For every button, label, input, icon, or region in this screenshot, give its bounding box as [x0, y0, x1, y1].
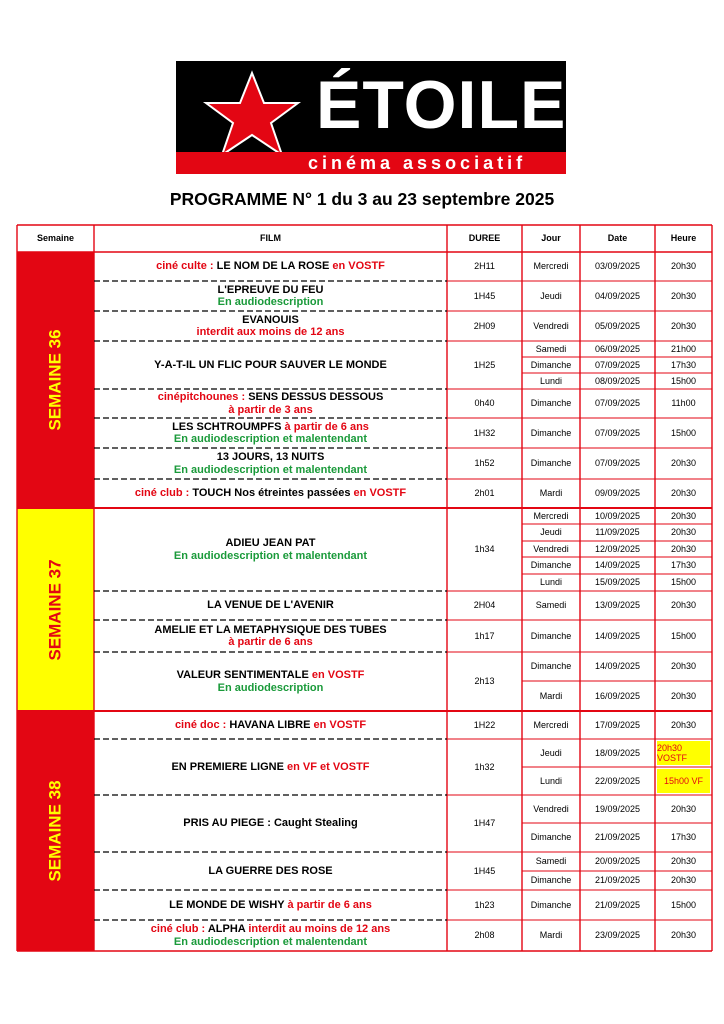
- date-cell: 13/09/2025: [594, 600, 641, 610]
- week-label-2: [17, 508, 94, 711]
- heure-cell: 15h00: [670, 577, 697, 587]
- date-cell: 11/09/2025: [595, 527, 640, 537]
- date-cell: 09/09/2025: [594, 488, 641, 498]
- header-heure: Heure: [670, 233, 697, 243]
- heure-cell: 15h00: [670, 899, 697, 910]
- jour-cell: Dimanche: [530, 359, 572, 370]
- heure-cell: 15h00: [670, 375, 697, 386]
- header-duree: DUREE: [468, 233, 501, 243]
- film-text: HAVANA LIBRE: [229, 718, 314, 731]
- date-cell: 14/09/2025: [594, 661, 641, 671]
- jour-cell: Jeudi: [540, 747, 562, 758]
- duree-cell: 2H11: [474, 261, 495, 271]
- film-cell: [94, 711, 447, 739]
- film-text: ciné club :: [150, 923, 208, 935]
- film-text: LA GUERRE DES ROSE: [208, 864, 333, 877]
- heure-cell-highlighted: 20h30 VOSTF: [657, 741, 710, 765]
- film-text: interdit au moins de 12 ans: [248, 923, 391, 935]
- date-cell: 21/09/2025: [594, 875, 641, 885]
- film-line: [208, 865, 332, 878]
- film-line: [218, 296, 324, 309]
- week-label-text: SEMAINE 36: [45, 329, 65, 431]
- date-cell: 12/09/2025: [594, 543, 641, 554]
- film-cell: [94, 508, 447, 591]
- film-text: à partir de 6 ans: [287, 898, 372, 911]
- jour-cell: Mardi: [539, 930, 563, 940]
- heure-cell: 20h30: [670, 290, 697, 301]
- film-line: [171, 761, 369, 774]
- date-cell: 19/09/2025: [594, 803, 641, 814]
- film-text: en VOSTF: [332, 260, 385, 273]
- date-cell: 14/09/2025: [594, 630, 641, 641]
- film-text: interdit aux moins de 12 ans: [196, 326, 345, 338]
- page-title: PROGRAMME N° 1 du 3 au 23 septembre 2025: [169, 189, 555, 209]
- duree-cell: 2h08: [474, 930, 495, 940]
- date-cell: 16/09/2025: [594, 690, 641, 701]
- duree-cell: 1h23: [474, 899, 495, 910]
- duree-cell: 1h32: [474, 761, 495, 772]
- heure-cell: 20h30: [670, 875, 697, 885]
- film-line: [154, 359, 387, 372]
- heure-cell: 21h00: [670, 343, 697, 354]
- film-text: En audiodescription et malentendant: [173, 935, 368, 948]
- film-text: LES SCHTROUMPFS: [172, 420, 285, 433]
- heure-cell: 20h30: [670, 320, 697, 331]
- date-cell: 07/09/2025: [594, 458, 641, 468]
- film-text: EVANOUIS: [242, 313, 299, 326]
- week-label-text: SEMAINE 38: [45, 780, 65, 882]
- film-line: [242, 314, 299, 327]
- film-line: [172, 421, 369, 434]
- film-cell: [94, 795, 447, 852]
- heure-cell: 20h30: [670, 527, 697, 537]
- jour-cell: Dimanche: [530, 427, 572, 438]
- duree-cell: 1H32: [473, 427, 496, 438]
- film-text: En audiodescription: [217, 681, 324, 694]
- date-cell: 22/09/2025: [594, 775, 641, 786]
- film-line: [154, 624, 386, 637]
- duree-cell: 1H25: [473, 359, 496, 370]
- heure-cell: 15h00: [670, 630, 697, 641]
- film-line: [218, 682, 324, 695]
- film-line: [177, 669, 365, 682]
- header-film: FILM: [260, 233, 281, 243]
- heure-cell: 20h30: [670, 690, 697, 701]
- film-text: en VOSTF: [353, 487, 407, 500]
- heure-cell: 20h30: [670, 510, 697, 521]
- film-text: PRIS AU PIEGE : Caught Stealing: [183, 817, 358, 830]
- film-text: AMELIE ET LA METAPHYSIQUE DES TUBES: [154, 623, 387, 636]
- duree-cell: 2h13: [474, 676, 495, 686]
- jour-cell: Dimanche: [530, 899, 572, 910]
- jour-cell: Jeudi: [540, 527, 562, 537]
- duree-cell: 1H45: [473, 290, 496, 301]
- film-line: [228, 404, 312, 417]
- date-cell: 10/09/2025: [594, 510, 641, 521]
- jour-cell: Samedi: [535, 343, 567, 354]
- film-text: ciné club :: [134, 487, 193, 500]
- heure-cell: 20h30: [670, 543, 697, 554]
- film-text: LE NOM DE LA ROSE: [216, 260, 333, 273]
- duree-cell: 2H04: [473, 600, 496, 610]
- film-text: TOUCH Nos étreintes passées: [192, 487, 354, 500]
- film-line: [225, 537, 315, 550]
- film-text: L'EPREUVE DU FEU: [217, 283, 324, 296]
- film-cell: [94, 281, 447, 311]
- jour-cell: Dimanche: [530, 560, 572, 570]
- film-cell: [94, 652, 447, 711]
- jour-cell: Dimanche: [530, 398, 572, 408]
- film-text: En audiodescription et malentendant: [173, 549, 368, 562]
- jour-cell: Lundi: [539, 577, 563, 587]
- date-cell: 21/09/2025: [594, 832, 641, 842]
- date-cell: 20/09/2025: [594, 856, 641, 866]
- jour-cell: Dimanche: [530, 661, 572, 671]
- jour-cell: Mercredi: [533, 510, 569, 521]
- film-line: [174, 936, 367, 949]
- date-cell: 04/09/2025: [594, 290, 641, 301]
- film-cell: [94, 311, 447, 341]
- film-line: [218, 284, 324, 297]
- film-line: [175, 719, 366, 732]
- jour-cell: Vendredi: [533, 803, 569, 814]
- film-cell: [94, 479, 447, 508]
- film-text: à partir de 3 ans: [228, 403, 313, 416]
- film-text: cinépitchounes :: [157, 391, 249, 403]
- heure-cell: 17h30: [670, 560, 697, 570]
- heure-cell: 15h00: [670, 427, 697, 438]
- heure-cell: 20h30: [670, 488, 697, 498]
- film-text: En audiodescription et malentendant: [173, 433, 368, 445]
- heure-cell: 20h30: [670, 719, 697, 730]
- film-text: 13 JOURS, 13 NUITS: [216, 451, 325, 463]
- film-text: En audiodescription et malentendant: [173, 463, 368, 476]
- jour-cell: Dimanche: [530, 458, 572, 468]
- film-text: ciné doc :: [174, 718, 230, 731]
- heure-cell: 17h30: [670, 832, 697, 842]
- heure-cell: 20h30: [670, 600, 697, 610]
- duree-cell: 1H45: [473, 865, 496, 876]
- duree-cell: 1h34: [474, 544, 495, 554]
- date-cell: 08/09/2025: [594, 375, 641, 386]
- film-line: [151, 923, 390, 936]
- date-cell: 21/09/2025: [594, 899, 641, 910]
- film-text: En audiodescription: [217, 296, 324, 308]
- date-cell: 06/09/2025: [594, 343, 641, 354]
- film-text: ciné culte :: [156, 260, 217, 273]
- film-text: Y-A-T-IL UN FLIC POUR SAUVER LE MONDE: [154, 358, 387, 371]
- film-text: LE MONDE DE WISHY: [169, 898, 288, 911]
- heure-cell: 11h00: [671, 398, 696, 408]
- film-line: [183, 817, 357, 830]
- film-line: [156, 260, 385, 273]
- heure-cell: 20h30: [670, 661, 697, 671]
- jour-cell: Samedi: [535, 856, 567, 866]
- logo-subtitle: cinéma associatif: [308, 153, 527, 173]
- film-text: SENS DESSUS DESSOUS: [248, 391, 384, 403]
- date-cell: 05/09/2025: [594, 320, 641, 331]
- film-cell: [94, 890, 447, 920]
- jour-cell: Dimanche: [530, 832, 572, 842]
- film-cell: [94, 448, 447, 479]
- jour-cell: Mardi: [539, 488, 563, 498]
- film-line: [228, 636, 312, 649]
- film-line: [197, 326, 345, 339]
- jour-cell: Lundi: [539, 775, 563, 786]
- heure-cell: 20h30: [670, 261, 697, 271]
- date-cell: 23/09/2025: [594, 930, 641, 940]
- film-cell: [94, 620, 447, 652]
- duree-cell: 1H47: [473, 818, 496, 828]
- film-text: en VF et VOSTF: [287, 760, 370, 773]
- jour-cell: Mercredi: [533, 719, 569, 730]
- date-cell: 07/09/2025: [594, 359, 641, 370]
- film-line: [174, 550, 367, 563]
- duree-cell: 0h40: [474, 398, 495, 408]
- duree-cell: 1h17: [474, 630, 495, 641]
- film-text: en VOSTF: [311, 669, 365, 681]
- date-cell: 15/09/2025: [594, 577, 641, 587]
- heure-cell-highlighted: 15h00 VF: [657, 769, 710, 793]
- film-cell: [94, 341, 447, 389]
- date-cell: 07/09/2025: [594, 427, 641, 438]
- date-cell: 18/09/2025: [594, 747, 641, 758]
- date-cell: 14/09/2025: [594, 560, 641, 570]
- film-cell: [94, 739, 447, 795]
- film-line: [174, 464, 367, 477]
- heure-cell: 20h30: [670, 458, 697, 468]
- film-cell: [94, 418, 447, 448]
- duree-cell: 1h52: [474, 458, 495, 468]
- film-text: en VOSTF: [313, 718, 367, 731]
- jour-cell: Dimanche: [530, 875, 572, 885]
- film-cell: [94, 252, 447, 281]
- film-line: [169, 899, 372, 912]
- film-line: [135, 487, 406, 500]
- film-cell: [94, 852, 447, 890]
- week-label-3: [17, 711, 94, 951]
- date-cell: 03/09/2025: [594, 261, 641, 271]
- film-line: [217, 451, 325, 464]
- film-text: ALPHA: [207, 923, 249, 935]
- film-text: à partir de 6 ans: [228, 636, 313, 648]
- week-label-1: [17, 252, 94, 508]
- film-line: [158, 391, 384, 404]
- duree-cell: 2H09: [473, 320, 496, 331]
- week-label-text: SEMAINE 37: [45, 558, 65, 661]
- header-jour: Jour: [541, 233, 561, 243]
- jour-cell: Samedi: [535, 600, 567, 610]
- film-text: EN PREMIERE LIGNE: [171, 760, 287, 773]
- jour-cell: Mercredi: [533, 261, 569, 271]
- jour-cell: Vendredi: [533, 543, 569, 554]
- heure-cell: 20h30: [670, 803, 697, 814]
- film-line: [174, 433, 367, 446]
- jour-cell: Lundi: [539, 375, 563, 386]
- header-semaine: Semaine: [36, 233, 75, 243]
- film-text: à partir de 6 ans: [284, 420, 369, 433]
- date-cell: 17/09/2025: [594, 719, 641, 730]
- jour-cell: Vendredi: [533, 320, 569, 331]
- jour-cell: Mardi: [539, 690, 563, 701]
- jour-cell: Dimanche: [530, 630, 572, 641]
- jour-cell: Jeudi: [540, 290, 562, 301]
- heure-cell: 20h30: [670, 856, 697, 866]
- film-line: [207, 599, 334, 612]
- heure-cell: 20h30: [670, 930, 697, 940]
- film-text: VALEUR SENTIMENTALE: [176, 669, 312, 681]
- film-cell: [94, 920, 447, 951]
- duree-cell: 2h01: [474, 488, 495, 498]
- heure-cell: 17h30: [670, 359, 697, 370]
- logo-name: ÉTOILE: [316, 67, 567, 143]
- film-text: ADIEU JEAN PAT: [225, 537, 316, 549]
- header-date: Date: [607, 233, 628, 243]
- film-text: LA VENUE DE L'AVENIR: [207, 599, 334, 612]
- date-cell: 07/09/2025: [594, 398, 641, 408]
- film-cell: [94, 389, 447, 418]
- duree-cell: 1H22: [473, 719, 496, 730]
- film-cell: [94, 591, 447, 620]
